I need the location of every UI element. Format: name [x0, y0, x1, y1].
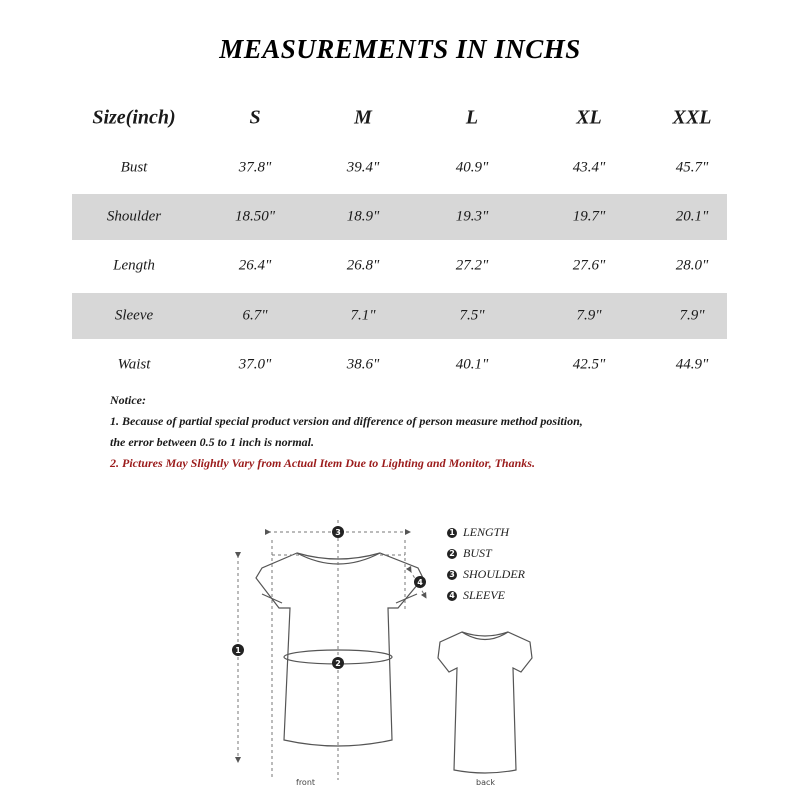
- table-cell: 44.9": [675, 356, 709, 373]
- table-cell: 40.9": [455, 159, 489, 176]
- table-cell: 40.1": [455, 356, 489, 373]
- table-cell: 37.0": [238, 356, 272, 373]
- legend-label: SHOULDER: [463, 567, 525, 581]
- notice-line-1a: 1. Because of partial special product version and difference of person measure method position,: [110, 414, 583, 428]
- number-badge-icon: 2: [447, 549, 457, 559]
- table-cell: 28.0": [675, 257, 709, 274]
- table-cell: 43.4": [572, 159, 606, 176]
- svg-text:3: 3: [335, 528, 341, 537]
- table-cell: 42.5": [572, 356, 606, 373]
- table-cell: 37.8": [238, 159, 272, 176]
- table-cell: 7.1": [350, 307, 376, 324]
- table-cell: 18.9": [346, 208, 380, 225]
- number-badge-icon: 4: [447, 591, 457, 601]
- back-caption: back: [476, 778, 496, 787]
- table-cell: 19.3": [455, 208, 489, 225]
- svg-text:1: 1: [235, 646, 241, 655]
- notice-heading: Notice:: [110, 393, 146, 407]
- size-header-xxl: XXL: [672, 106, 712, 129]
- table-cell: 7.9": [576, 307, 602, 324]
- table-cell: 45.7": [675, 159, 709, 176]
- legend-item: [447, 564, 525, 585]
- legend-item: [447, 585, 525, 606]
- diagram-badges: [232, 526, 426, 669]
- table-cell: 39.4": [346, 159, 380, 176]
- measurement-legend: [447, 522, 525, 606]
- number-badge-icon: 1: [447, 528, 457, 538]
- table-cell: 7.5": [459, 307, 485, 324]
- size-header-label: Size(inch): [92, 106, 176, 129]
- table-cell: 20.1": [675, 208, 709, 225]
- table-cell: 7.9": [679, 307, 705, 324]
- page-title: MEASUREMENTS IN INCHS: [219, 34, 581, 64]
- row-label-sleeve: Sleeve: [114, 307, 154, 324]
- row-label-bust: Bust: [120, 159, 148, 176]
- row-label-length: Length: [113, 257, 155, 274]
- row-label-waist: Waist: [117, 356, 151, 373]
- table-cell: 27.2": [455, 257, 489, 274]
- size-header-m: M: [354, 106, 372, 129]
- table-cell: 26.8": [346, 257, 380, 274]
- number-badge-icon: 3: [447, 570, 457, 580]
- notice-line-2: 2. Pictures May Slightly Vary from Actual Item Due to Lighting and Monitor, Thanks.: [110, 456, 535, 470]
- legend-label: LENGTH: [463, 525, 510, 539]
- table-cell: 27.6": [572, 257, 606, 274]
- legend-label: SLEEVE: [463, 588, 505, 602]
- table-cell: 18.50": [234, 208, 276, 225]
- legend-item: [447, 543, 525, 564]
- size-header-xl: XL: [576, 106, 602, 129]
- svg-text:2: 2: [335, 659, 341, 668]
- front-caption: front: [296, 778, 316, 787]
- size-header-s: S: [249, 106, 261, 129]
- legend-label: BUST: [463, 546, 492, 560]
- legend-item: [447, 522, 525, 543]
- size-header-l: L: [465, 106, 479, 129]
- back-shirt-outline: [438, 632, 532, 773]
- svg-text:4: 4: [417, 578, 423, 587]
- table-cell: 26.4": [238, 257, 272, 274]
- row-label-shoulder: Shoulder: [106, 208, 162, 225]
- notice-line-1b: the error between 0.5 to 1 inch is normal.: [110, 435, 315, 449]
- table-cell: 38.6": [346, 356, 380, 373]
- table-cell: 6.7": [242, 307, 268, 324]
- table-cell: 19.7": [572, 208, 606, 225]
